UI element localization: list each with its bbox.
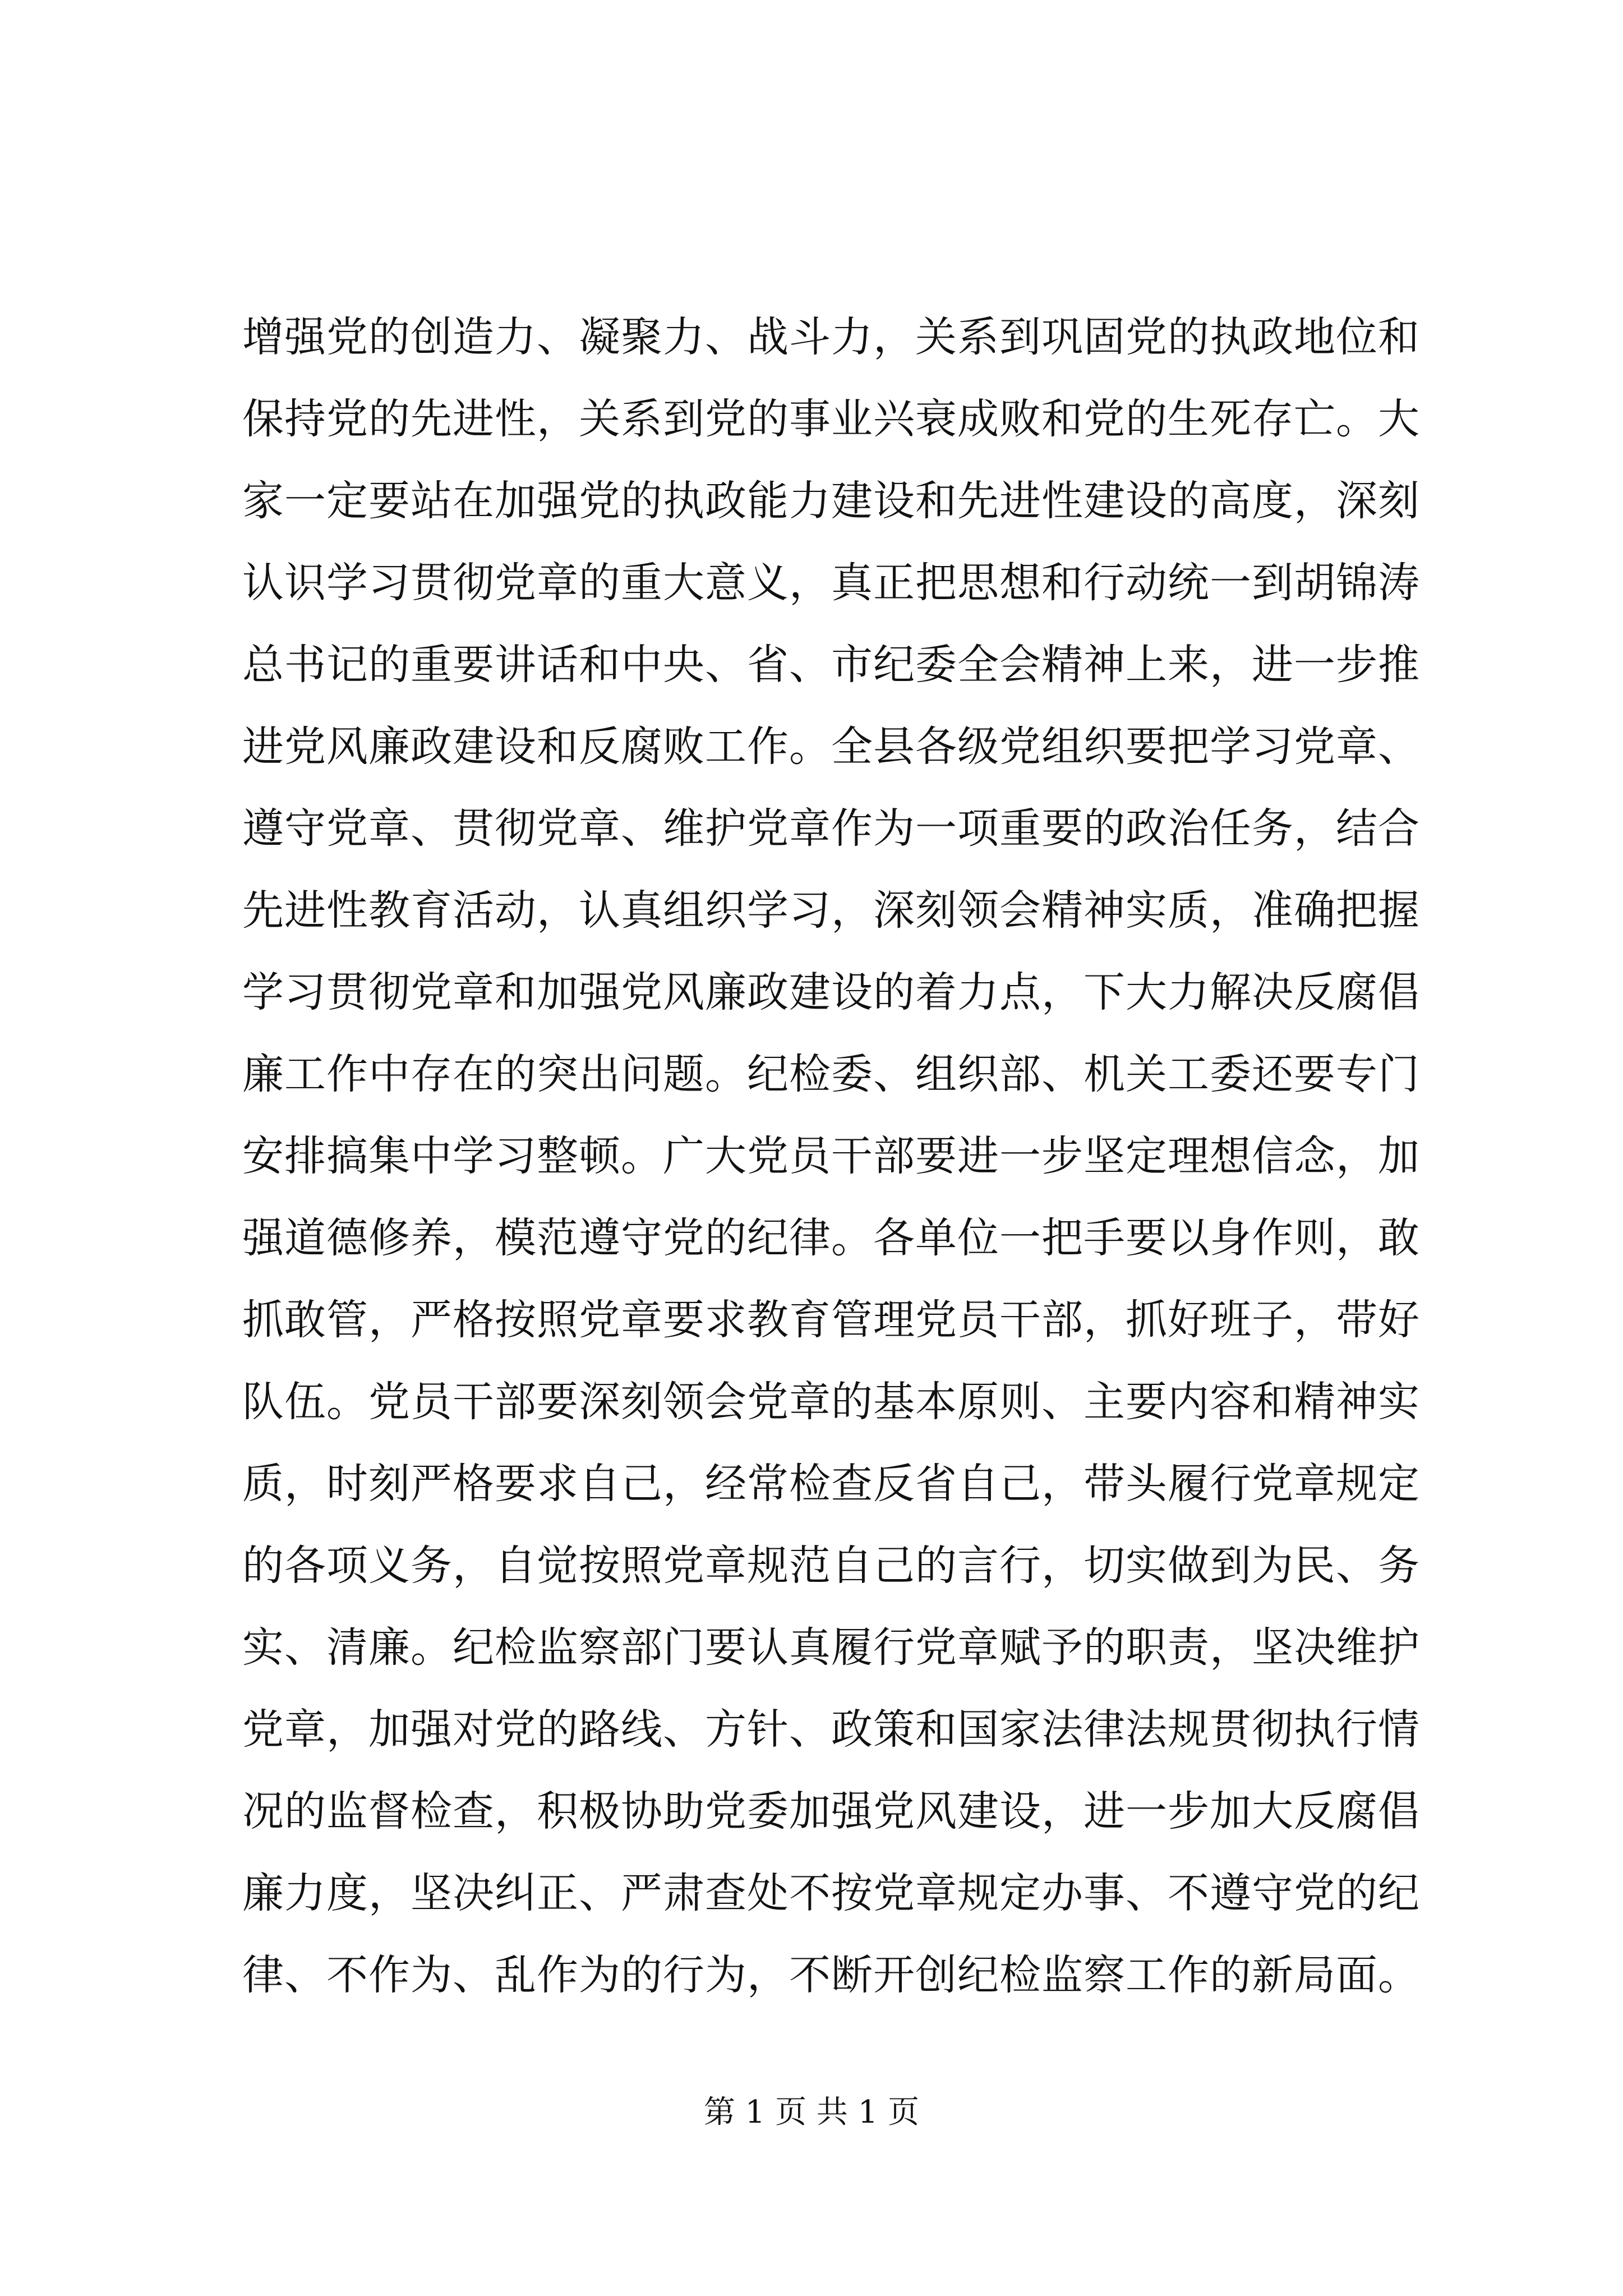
text-line: 保持党的先进性，关系到党的事业兴衰成败和党的生死存亡。大 bbox=[242, 395, 1420, 443]
text-line: 廉力度，坚决纠正、严肃查处不按党章规定办事、不遵守党的纪 bbox=[242, 1869, 1420, 1917]
text-line: 律、不作为、乱作为的行为，不断开创纪检监察工作的新局面。 bbox=[242, 1951, 1420, 1999]
text-line: 认识学习贯彻党章的重大意义，真正把思想和行动统一到胡锦涛 bbox=[242, 559, 1420, 607]
text-line: 况的监督检查，积极协助党委加强党风建设，进一步加大反腐倡 bbox=[242, 1787, 1420, 1835]
text-line: 队伍。党员干部要深刻领会党章的基本原则、主要内容和精神实 bbox=[242, 1378, 1420, 1426]
text-line: 质，时刻严格要求自己，经常检查反省自己，带头履行党章规定 bbox=[242, 1460, 1420, 1508]
text-line: 强道德修养，模范遵守党的纪律。各单位一把手要以身作则，敢 bbox=[242, 1214, 1420, 1262]
text-line: 安排搞集中学习整顿。广大党员干部要进一步坚定理想信念，加 bbox=[242, 1132, 1420, 1180]
page-number-label: 第 1 页 共 1 页 bbox=[703, 2094, 920, 2131]
text-line: 学习贯彻党章和加强党风廉政建设的着力点，下大力解决反腐倡 bbox=[242, 968, 1420, 1016]
text-line: 进党风廉政建设和反腐败工作。全县各级党组织要把学习党章、 bbox=[242, 723, 1420, 771]
body-paragraph bbox=[242, 296, 1420, 2016]
text-line: 抓敢管，严格按照党章要求教育管理党员干部，抓好班子，带好 bbox=[242, 1296, 1420, 1344]
text-line: 实、清廉。纪检监察部门要认真履行党章赋予的职责，坚决维护 bbox=[242, 1623, 1420, 1672]
text-line: 党章，加强对党的路线、方针、政策和国家法律法规贯彻执行情 bbox=[242, 1705, 1420, 1754]
text-line: 先进性教育活动，认真组织学习，深刻领会精神实质，准确把握 bbox=[242, 886, 1420, 935]
text-line: 遵守党章、贯彻党章、维护党章作为一项重要的政治任务，结合 bbox=[242, 804, 1420, 853]
text-line: 的各项义务，自觉按照党章规范自己的言行，切实做到为民、务 bbox=[242, 1542, 1420, 1590]
text-line: 增强党的创造力、凝聚力、战斗力，关系到巩固党的执政地位和 bbox=[242, 313, 1420, 361]
text-line: 家一定要站在加强党的执政能力建设和先进性建设的高度，深刻 bbox=[242, 477, 1420, 525]
text-line: 总书记的重要讲话和中央、省、市纪委全会精神上来，进一步推 bbox=[242, 641, 1420, 689]
page-footer bbox=[0, 2090, 1623, 2135]
text-line: 廉工作中存在的突出问题。纪检委、组织部、机关工委还要专门 bbox=[242, 1050, 1420, 1098]
